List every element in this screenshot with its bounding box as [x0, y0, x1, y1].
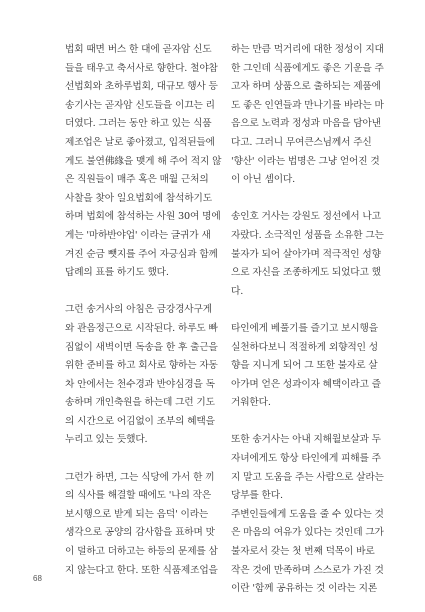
text-line: 겨진 순금 뺏지를 주어 자긍심과 함께 [65, 248, 218, 260]
text-line: 송인호 거사는 강원도 정선에서 나고 [231, 211, 381, 223]
text-line: 이 덜하고 더하고는 하등의 문제를 삼 [65, 546, 218, 558]
text-line: 으로 자신을 조종하게도 되었다고 했 [231, 267, 381, 279]
text-line: 타인에게 베풀기를 즐기고 보시행을 [231, 322, 378, 334]
text-line: 위한 준비를 하고 회사로 향하는 자동 [65, 360, 218, 372]
paragraph-gap [231, 413, 389, 432]
text-line: 음으로 노력과 정성과 마음을 담아낸 [231, 118, 381, 130]
text-line: 또한 송거사는 아내 지해월보살과 두 [231, 434, 381, 446]
paragraph-gap [231, 190, 389, 209]
text-line: 더였다. 그러는 동안 하고 있는 식품 [65, 118, 212, 130]
paragraph [231, 431, 389, 598]
paragraph-gap [65, 283, 223, 302]
text-line: 은 직원들이 매주 혹은 매월 근처의 [65, 174, 209, 186]
text-line: 향을 지니게 되어 그 또한 불자로 살 [231, 360, 378, 372]
text-line: 들을 태우고 축서사로 향한다. 철야참 [65, 62, 218, 74]
text-line: 와 관음정근으로 시작된다. 하루도 빠 [65, 322, 218, 334]
text-line: 의 시간으로 어김없이 조부의 혜택을 [65, 415, 215, 427]
text-line: 아가며 얻은 성과이자 혜택이라고 즐 [231, 378, 381, 390]
text-line: 한 그인데 식품에게도 좋은 기운을 주 [231, 62, 384, 74]
paragraph [65, 469, 223, 581]
text-line: 자랐다. 소극적인 성품을 소유한 그는 [231, 229, 384, 241]
paragraph-gap [65, 450, 223, 469]
text-line: 하며 법회에 참석하는 사원 30여 명에 [65, 211, 221, 223]
text-line: 작은 것에 만족하며 스스로가 가진 것 [231, 564, 384, 576]
text-line: 지 않는다고 한다. 또한 식품제조업을 [65, 564, 218, 576]
text-line: 자녀에게도 항상 타인에게 피해를 주 [231, 453, 381, 465]
text-line: 거워한다. [231, 397, 271, 409]
paragraph [231, 41, 389, 190]
text-line: 의 식사를 해결할 때에도 '나의 작은 [65, 490, 212, 502]
text-line: 송하며 개인축원을 하는데 그런 기도 [65, 397, 215, 409]
text-line: 은 마음의 여유가 있다는 것인데 그가 [231, 527, 384, 539]
text-line: 도 좋은 인연들과 만나기를 바라는 마 [231, 99, 384, 111]
text-line: 지 말고 도움을 주는 사람으로 살라는 [231, 471, 384, 483]
text-line: 게는 '마하반야업' 이라는 글귀가 새 [65, 229, 211, 241]
paragraph [65, 301, 223, 450]
text-line: 송기사는 곧자암 신도들을 이끄는 리 [65, 99, 215, 111]
text-line: 짐없이 새벽이면 독송을 한 후 출근을 [65, 341, 218, 353]
text-line: 생각으로 공양의 감사함을 표하며 맛 [65, 527, 215, 539]
text-line: '향산' 이라는 법명은 그냥 얻어진 것 [231, 155, 380, 167]
paragraph [231, 208, 389, 301]
text-line: 당부를 한다. [231, 490, 283, 502]
text-line: 답례의 표를 하기도 했다. [65, 267, 169, 279]
text-line: 그런가 하면, 그는 식당에 가서 한 끼 [65, 471, 215, 483]
text-line: 차 안에서는 천수경과 반야심경을 독 [65, 378, 215, 390]
text-line: 그런 송거사의 아침은 금강경사구게 [65, 304, 212, 316]
page-number: 68 [33, 574, 42, 583]
text-line: 이 아닌 셈이다. [231, 174, 296, 186]
paragraph [65, 41, 223, 283]
paragraph-gap [231, 301, 389, 320]
text-line: 누리고 있는 듯했다. [65, 434, 148, 446]
text-line: 다고. 그러니 무여큰스님께서 주신 [231, 136, 372, 148]
text-line: 제조업은 날로 좋아졌고, 입적된들에 [65, 136, 215, 148]
paragraph [231, 320, 389, 413]
text-line: 하는 만큼 먹거리에 대한 정성이 지대 [231, 44, 384, 55]
text-line: 선법회와 초하루법회, 대규모 행사 등 [65, 81, 218, 93]
text-line: 보시행으로 받게 되는 음덕' 이라는 [65, 508, 209, 520]
text-line: 고자 하며 상품으로 출하되는 제품에 [231, 81, 381, 93]
text-line: 실천하다보니 적절하게 외향적인 성 [231, 341, 378, 353]
left-column [65, 41, 223, 580]
text-line: 사찰을 찾아 일요법회에 참석하기도 [65, 192, 212, 204]
right-column [231, 41, 389, 599]
text-line: 주변인들에게 도움을 줄 수 있다는 것 [231, 508, 384, 520]
text-line: 불자가 되어 살아가며 적극적인 성향 [231, 248, 381, 260]
text-line: 게도 불연佛緣을 맺게 해 주어 적지 않 [65, 155, 222, 167]
text-line: 다. [231, 285, 244, 297]
text-line: 불자로서 갖는 첫 번째 덕목이 바로 [231, 546, 375, 558]
text-line: 이란 '함께 공유하는 것 이라는 지론 [231, 583, 378, 595]
text-line: 법회 때면 버스 한 대에 곧자암 신도 [65, 44, 212, 55]
